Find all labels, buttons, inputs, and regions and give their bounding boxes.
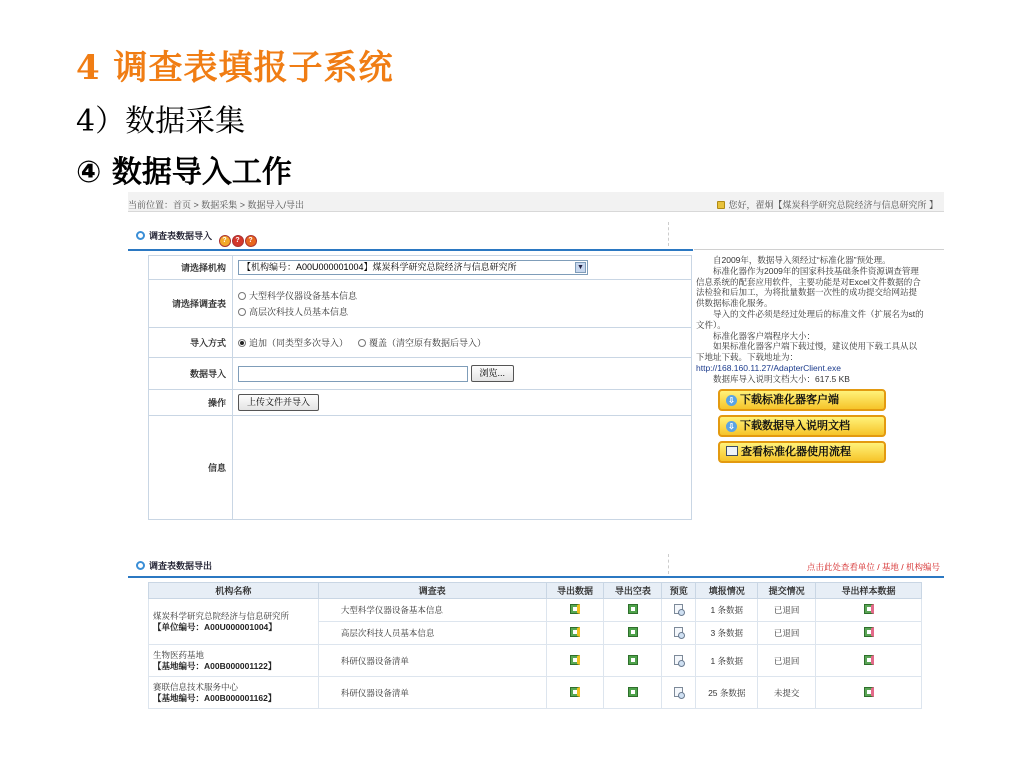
info-p6: 数据库导入说明文档大小：617.5 KB	[713, 373, 850, 384]
info-p2: 标准化器作为2009年的国家科技基础条件资源调查管理信息系统的配套应用软件，主要功能是对Excel文件数据的合法检验和后加工，为将批量数据一次性的成功提交给网站提供数据标准化服务。	[696, 265, 921, 309]
col-survey: 调查表	[318, 583, 546, 599]
info-panel	[696, 255, 924, 463]
download-arrow-icon: ⇩	[726, 395, 737, 406]
export-sample-icon[interactable]	[864, 655, 874, 665]
survey-label: 请选择调查表	[149, 280, 233, 328]
screen-icon	[726, 446, 738, 456]
export-data-icon[interactable]	[570, 604, 580, 614]
download-arrow-icon: ⇩	[726, 421, 737, 432]
col-preview: 预览	[662, 583, 696, 599]
export-section-header	[136, 559, 212, 573]
top-bar	[128, 192, 944, 212]
table-row	[149, 677, 922, 709]
col-export-empty: 导出空表	[604, 583, 662, 599]
org-name: 生物医药基地	[153, 649, 205, 660]
col-submit-status: 提交情况	[758, 583, 816, 599]
export-empty-icon[interactable]	[628, 627, 638, 637]
fill-status: 1 条数据	[696, 645, 758, 677]
export-empty-icon[interactable]	[628, 687, 638, 697]
survey-name: 科研仪器设备清单	[318, 645, 546, 677]
export-header-separator	[668, 554, 669, 574]
preview-icon[interactable]	[674, 687, 683, 697]
download-doc-label: 下载数据导入说明文档	[740, 419, 850, 432]
survey-option-2[interactable]	[238, 304, 691, 320]
download-client-button[interactable]	[718, 389, 886, 411]
org-code: 【基地编号：A00B000001122】	[153, 660, 277, 671]
export-sample-icon[interactable]	[864, 627, 874, 637]
export-data-icon[interactable]	[570, 627, 580, 637]
col-export-sample: 导出样本数据	[816, 583, 922, 599]
export-section-title: 调查表数据导出	[149, 561, 213, 571]
info-p4: 标准化器客户端程序大小：	[713, 330, 816, 341]
export-sample-icon[interactable]	[864, 604, 874, 614]
view-flow-label: 查看标准化器使用流程	[741, 445, 851, 458]
fill-status: 25 条数据	[696, 677, 758, 709]
import-section-header	[136, 229, 258, 243]
org-label: 请选择机构	[149, 256, 233, 280]
download-url[interactable]: http://168.160.11.27/AdapterClient.exe	[696, 362, 841, 373]
info-p5: 如果标准化器客户端下载过慢，建议使用下载工具从以下地址下载。下载地址为：	[696, 341, 918, 363]
org-code: 【单位编号：A00U000001004】	[153, 621, 277, 632]
app-screenshot	[128, 192, 944, 722]
op-label: 操作	[149, 390, 233, 416]
radio-selected-icon	[238, 339, 246, 347]
preview-icon[interactable]	[674, 604, 683, 614]
survey-name: 科研仪器设备清单	[318, 677, 546, 709]
radio-icon	[358, 339, 366, 347]
export-empty-icon[interactable]	[628, 604, 638, 614]
export-empty-icon[interactable]	[628, 655, 638, 665]
breadcrumb: 当前位置：首页 > 数据采集 > 数据导入/导出	[128, 200, 305, 210]
info-p1: 自2009年，数据导入须经过“标准化器”预处理。	[713, 255, 891, 265]
import-form	[148, 255, 692, 520]
slide-title: 4 调查表填报子系统	[76, 48, 394, 88]
org-select-value: 【机构编号：A00U000001004】煤炭科学研究总院经济与信息研究所	[242, 262, 517, 272]
file-path-input[interactable]	[238, 366, 468, 382]
help-icon-c[interactable]: ?	[245, 235, 257, 247]
preview-icon[interactable]	[674, 627, 683, 637]
import-section-rule	[128, 249, 693, 251]
user-lock-icon	[717, 201, 725, 209]
radio-icon	[238, 308, 246, 316]
mode-append-label: 追加（同类型多次导入）	[249, 338, 349, 348]
org-select[interactable]	[238, 260, 588, 275]
mode-label: 导入方式	[149, 328, 233, 358]
org-name: 赛联信息技术服务中心	[153, 681, 239, 692]
export-sample-icon[interactable]	[864, 687, 874, 697]
export-data-icon[interactable]	[570, 687, 580, 697]
info-section-rule	[694, 249, 944, 250]
org-cell	[149, 645, 319, 677]
view-codes-link[interactable]: 点击此处查看单位 / 基地 / 机构编号	[806, 562, 940, 572]
col-export-data: 导出数据	[546, 583, 604, 599]
section-bullet-icon	[136, 231, 145, 240]
greeting-text: 您好，翟炯【煤炭科学研究总院经济与信息研究所 】	[728, 200, 938, 210]
upload-import-button[interactable]: 上传文件并导入	[238, 394, 319, 411]
table-header-row	[149, 583, 922, 599]
preview-icon[interactable]	[674, 655, 683, 665]
mode-overwrite-label: 覆盖（清空原有数据后导入）	[369, 338, 487, 348]
org-cell	[149, 677, 319, 709]
download-doc-button[interactable]	[718, 415, 886, 437]
submit-status: 已退回	[758, 599, 816, 622]
survey-option-2-label: 高层次科技人员基本信息	[249, 306, 349, 317]
header-separator	[668, 222, 669, 246]
submit-status: 未提交	[758, 677, 816, 709]
survey-option-1[interactable]	[238, 288, 691, 304]
col-org: 机构名称	[149, 583, 319, 599]
survey-name: 大型科学仪器设备基本信息	[318, 599, 546, 622]
browse-button[interactable]: 浏览...	[471, 365, 515, 382]
org-code: 【基地编号：A00B000001162】	[153, 692, 277, 703]
section-bullet-icon	[136, 561, 145, 570]
table-row	[149, 645, 922, 677]
info-p3: 导入的文件必须是经过处理后的标准文件（扩展名为st的文件）。	[696, 308, 924, 330]
submit-status: 已退回	[758, 645, 816, 677]
survey-name: 高层次科技人员基本信息	[318, 622, 546, 645]
view-flow-button[interactable]	[718, 441, 886, 463]
download-client-label: 下载标准化器客户端	[740, 393, 839, 406]
chevron-down-icon: ▼	[575, 262, 586, 273]
table-row	[149, 599, 922, 622]
help-icons	[219, 234, 258, 247]
radio-icon	[238, 292, 246, 300]
import-section-title: 调查表数据导入	[149, 231, 213, 241]
survey-option-1-label: 大型科学仪器设备基本信息	[249, 290, 358, 301]
data-import-label: 数据导入	[149, 358, 233, 390]
export-table	[148, 582, 922, 709]
col-fill-status: 填报情况	[696, 583, 758, 599]
info-label: 信息	[149, 416, 233, 520]
export-data-icon[interactable]	[570, 655, 580, 665]
slide-subtitle-section: 4）数据采集	[76, 104, 246, 139]
submit-status: 已退回	[758, 622, 816, 645]
fill-status: 1 条数据	[696, 599, 758, 622]
mode-overwrite-option[interactable]	[358, 338, 486, 348]
org-cell	[149, 599, 319, 645]
slide-subtitle-step: ④ 数据导入工作	[76, 155, 292, 190]
mode-append-option[interactable]	[238, 338, 348, 348]
help-icon-a[interactable]: ?	[219, 235, 231, 247]
fill-status: 3 条数据	[696, 622, 758, 645]
info-output-area	[233, 416, 692, 520]
org-name: 煤炭科学研究总院经济与信息研究所	[153, 610, 290, 621]
user-greeting	[717, 198, 938, 211]
export-section-rule	[128, 576, 944, 578]
help-icon-b[interactable]: ?	[232, 235, 244, 247]
